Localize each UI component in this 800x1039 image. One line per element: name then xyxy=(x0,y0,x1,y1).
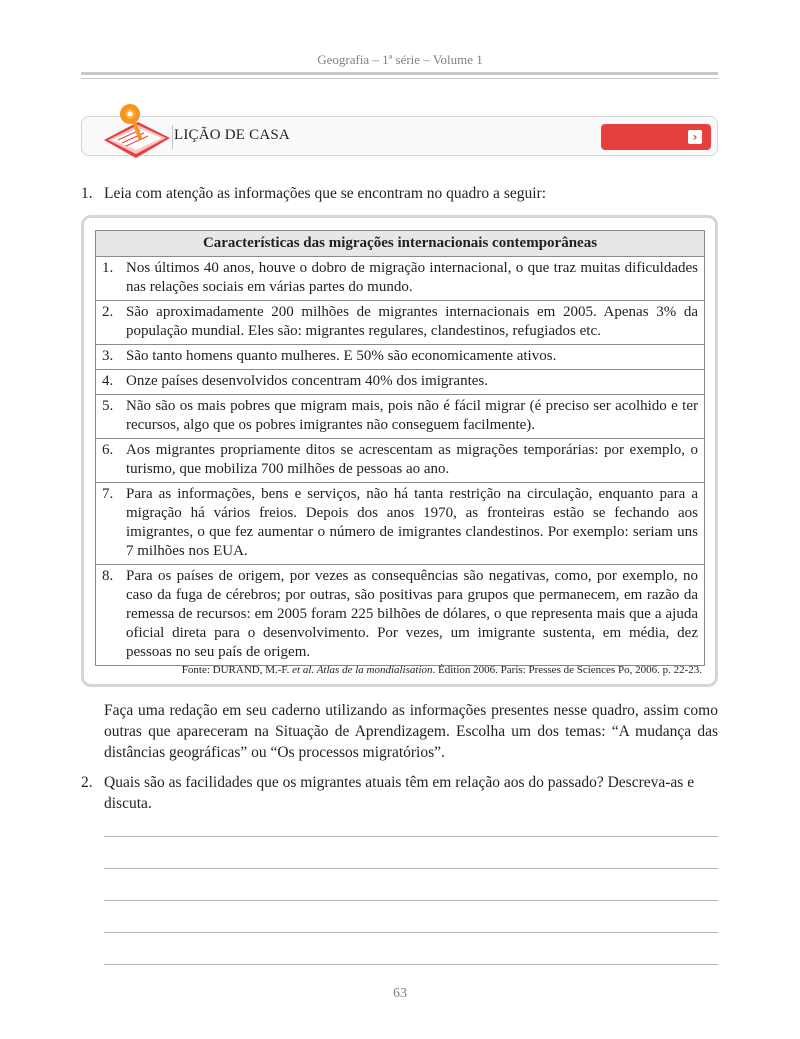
lesson-banner xyxy=(81,116,718,156)
running-head: Geografia – 1ª série – Volume 1 xyxy=(317,52,483,67)
header-rule-thin xyxy=(81,78,718,79)
answer-line[interactable] xyxy=(104,964,718,965)
question-2-text: Quais são as facilidades que os migrantes atuais têm em relação aos do passado? Descreva-as e discuta. xyxy=(104,774,695,812)
question-1-text: Leia com atenção as informações que se encontram no quadro a seguir: xyxy=(104,185,546,202)
question-1-number: 1. xyxy=(81,185,93,202)
row-text: Nos últimos 40 anos, houve o dobro de migração internacional, o que traz muitas dificuldades nas relações sociais em várias partes do mundo. xyxy=(126,260,698,295)
header-rule xyxy=(81,72,718,75)
source-citation xyxy=(182,664,702,676)
row-number: 7. xyxy=(102,486,114,502)
homework-icon xyxy=(98,100,176,162)
row-number: 5. xyxy=(102,398,114,414)
row-text: Aos migrantes propriamente ditos se acrescentam as migrações temporárias: por exemplo, o turismo, que mobiliza 700 milhões de pessoas ao ano. xyxy=(126,442,698,477)
source-title: et al. Atlas de la mondialisation xyxy=(292,664,433,676)
table-row xyxy=(96,301,705,345)
table-row xyxy=(96,345,705,370)
row-text: São tanto homens quanto mulheres. E 50% são economicamente ativos. xyxy=(126,348,557,364)
row-text: Não são os mais pobres que migram mais, pois não é fácil migrar (é preciso ser acolhido e ter recursos, algo que os pobres imigrantes não conseguem facilmente). xyxy=(126,398,698,433)
row-number: 3. xyxy=(102,348,114,364)
essay-instructions: Faça uma redação em seu caderno utilizando as informações presentes nesse quadro, assim como outras que apareceram na Situação de Aprendizagem. Escolha um dos temas: “A mudança das distâncias geográficas” ou “Os processos migratórios”. xyxy=(104,702,718,761)
lesson-title: LIÇÃO DE CASA xyxy=(174,127,290,143)
row-text: Para as informações, bens e serviços, não há tanta restrição na circulação, enquanto para a migração há vários freios. Depois dos anos 1970, as fronteiras estão se fechando aos imigrantes, o que fez aumentar o número de imigrantes clandestinos. Por exemplo: seriam uns 7 milhões nos EUA. xyxy=(126,486,698,559)
answer-line[interactable] xyxy=(104,836,718,837)
page-number: 63 xyxy=(393,986,407,1001)
row-text: Onze países desenvolvidos concentram 40% dos imigrantes. xyxy=(126,373,488,389)
table-row xyxy=(96,483,705,565)
table-title: Características das migrações internacionais contemporâneas xyxy=(96,231,705,257)
row-number: 2. xyxy=(102,304,114,320)
table-row xyxy=(96,370,705,395)
answer-line[interactable] xyxy=(104,868,718,869)
row-number: 1. xyxy=(102,260,114,276)
row-text: Para os países de origem, por vezes as consequências são negativas, como, por exemplo, no caso da fuga de cérebros; por outras, são positivas para grupos que permanecem, em razão da remessa de recursos: em 2005 foram 225 bilhões de dólares, o que representa mais que a ajuda oficial direta para o desenvolvimento. Por vezes, um imigrante sustenta, em média, dez pessoas no seu país de origem. xyxy=(126,568,698,660)
question-2-number: 2. xyxy=(81,774,93,791)
answer-line[interactable] xyxy=(104,932,718,933)
row-number: 8. xyxy=(102,568,114,584)
answer-line[interactable] xyxy=(104,900,718,901)
row-number: 4. xyxy=(102,373,114,389)
table-row xyxy=(96,439,705,483)
table-row xyxy=(96,395,705,439)
source-suffix: . Édition 2006. Paris: Presses de Sciences Po, 2006. p. 22-23. xyxy=(432,664,702,676)
source-prefix: Fonte: DURAND, M.-F. xyxy=(181,664,293,676)
table-row xyxy=(96,257,705,301)
table-row xyxy=(96,565,705,666)
row-text: São aproximadamente 200 milhões de migrantes internacionais em 2005. Apenas 3% da população mundial. Eles são: migrantes regulares, clandestinos, refugiados etc. xyxy=(126,304,698,339)
arrow-right-icon: › xyxy=(688,130,702,144)
row-number: 6. xyxy=(102,442,114,458)
banner-red-tab xyxy=(601,124,711,150)
migration-table xyxy=(95,230,705,666)
